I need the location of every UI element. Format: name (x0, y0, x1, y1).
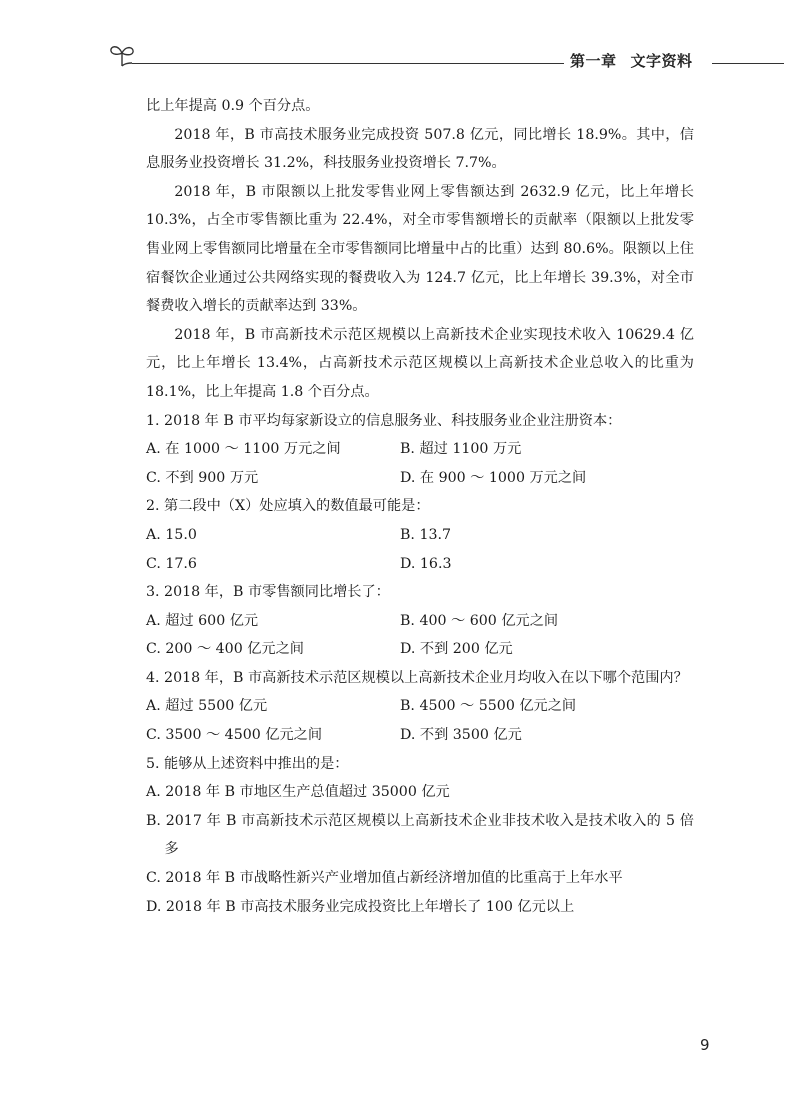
option-row (146, 521, 694, 550)
option-a: A. 超过 5500 亿元 (146, 698, 268, 715)
option-a: A. 在 1000 ～ 1100 万元之间 (146, 441, 341, 458)
question-stem: 4. 2018 年，B 市高新技术示范区规模以上高新技术企业月均收入在以下哪个范围内？ (146, 669, 688, 686)
option-a: A. 15.0 (146, 526, 197, 543)
option-row (146, 464, 694, 493)
option-b: B. 13.7 (400, 526, 452, 543)
option-row (146, 635, 694, 664)
option-b: B. 400 ～ 600 亿元之间 (400, 612, 559, 629)
option-d: D. 2018 年 B 市高技术服务业完成投资比上年增长了 100 亿元以上 (146, 898, 575, 915)
question-5 (146, 750, 694, 922)
option-row (146, 550, 694, 579)
option-c: C. 17.6 (146, 555, 197, 572)
question-2 (146, 492, 694, 578)
question-1 (146, 407, 694, 493)
chapter-label: 第一章 (570, 52, 617, 70)
option-d: D. 在 900 ～ 1000 万元之间 (400, 469, 587, 486)
option-b: B. 超过 1100 万元 (400, 441, 522, 458)
page-content (146, 92, 694, 921)
option-row (146, 435, 694, 464)
chapter-title (570, 50, 693, 71)
option-c: C. 2018 年 B 市战略性新兴产业增加值占新经济增加值的比重高于上年水平 (146, 870, 623, 887)
header-rule-right (712, 63, 784, 64)
option-row (146, 607, 694, 636)
question-stem: 3. 2018 年，B 市零售额同比增长了： (146, 584, 390, 601)
option-c: C. 3500 ～ 4500 亿元之间 (146, 727, 323, 744)
option-c: C. 200 ～ 400 亿元之间 (146, 641, 304, 658)
page-header (108, 40, 780, 80)
option-a: A. 2018 年 B 市地区生产总值超过 35000 亿元 (146, 784, 450, 801)
question-stem: 2. 第二段中（X）处应填入的数值最可能是： (146, 498, 430, 515)
question-stem: 1. 2018 年 B 市平均每家新设立的信息服务业、科技服务业企业注册资本： (146, 412, 622, 429)
option-b: B. 4500 ～ 5500 亿元之间 (400, 698, 577, 715)
option-d: D. 16.3 (400, 555, 452, 572)
question-stem: 5. 能够从上述资料中推出的是： (146, 755, 349, 772)
page-number: 9 (700, 1036, 710, 1054)
paragraph-online-retail: 2018 年，B 市限额以上批发零售业网上零售额达到 2632.9 亿元，比上年增长 10.3%，占全市零售额比重为 22.4%，对全市零售额增长的贡献率（限额以上批发零售业网上零售额同比增量在全市零售额同比增量中占的比重）达到 80.6%。限额以上住宿餐饮企业通过公共网络实现的餐费收入为 124.7 亿元，比上年增长 39.3%，对全市餐费收入增长的贡献率达到 33%。 (146, 183, 694, 315)
paragraph-continued: 比上年提高 0.9 个百分点。 (146, 98, 320, 114)
option-d: D. 不到 200 亿元 (400, 641, 513, 658)
option-a: A. 超过 600 亿元 (146, 612, 259, 629)
question-3 (146, 578, 694, 664)
header-rule-left (132, 63, 564, 64)
option-c: C. 不到 900 万元 (146, 469, 259, 486)
paragraph-tech-revenue: 2018 年，B 市高新技术示范区规模以上高新技术企业实现技术收入 10629.4 亿元，比上年增长 13.4%，占高新技术示范区规模以上高新技术企业总收入的比重为 18.1%，比上年提高 1.8 个百分点。 (146, 326, 694, 400)
option-row (146, 692, 694, 721)
question-4 (146, 664, 694, 750)
paragraph-high-tech-investment: 2018 年，B 市高技术服务业完成投资 507.8 亿元，同比增长 18.9%。其中，信息服务业投资增长 31.2%，科技服务业投资增长 7.7%。 (146, 126, 694, 172)
option-d: D. 不到 3500 亿元 (400, 727, 522, 744)
option-b: B. 2017 年 B 市高新技术示范区规模以上高新技术企业非技术收入是技术收入的 5 倍多 (146, 812, 694, 858)
option-row (146, 721, 694, 750)
section-label: 文字资料 (630, 52, 693, 70)
